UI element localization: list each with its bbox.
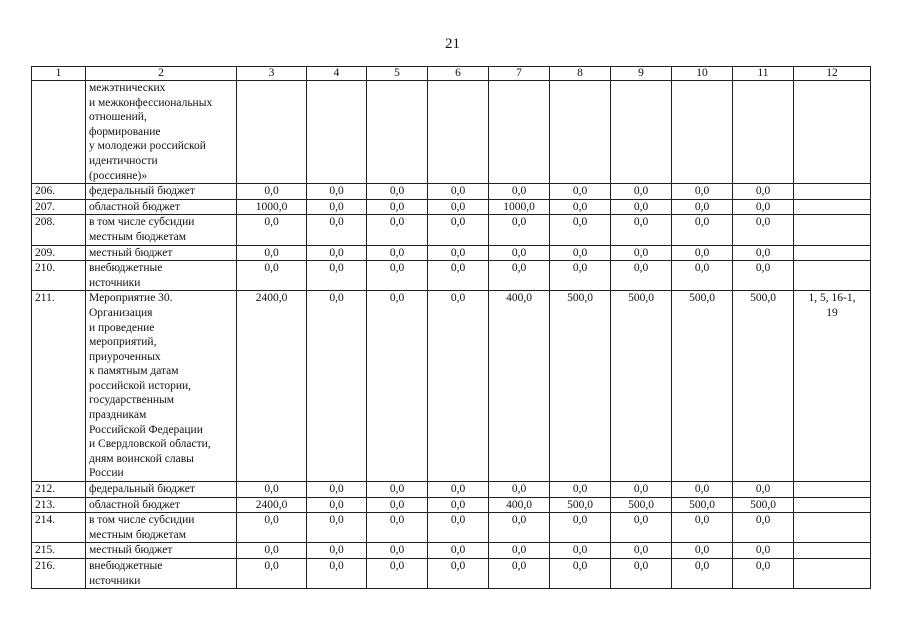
table-row [32, 513, 871, 543]
value-cell: 0,0 [733, 199, 794, 215]
value-cell: 0,0 [489, 215, 550, 245]
value-cell: 0,0 [307, 215, 367, 245]
value-cell: 0,0 [237, 559, 307, 589]
value-cell: 0,0 [428, 184, 489, 200]
column-header-6: 6 [428, 67, 489, 81]
value-cell: 0,0 [672, 245, 733, 261]
column-header-1: 1 [32, 67, 86, 81]
row-number: 210. [32, 261, 86, 291]
row-number: 213. [32, 497, 86, 513]
value-cell: 0,0 [428, 199, 489, 215]
table-row [32, 184, 871, 200]
row-number: 216. [32, 559, 86, 589]
value-cell: 0,0 [428, 559, 489, 589]
page-number: 21 [445, 36, 460, 52]
value-cell: 0,0 [237, 513, 307, 543]
row-number: 207. [32, 199, 86, 215]
value-cell: 0,0 [307, 543, 367, 559]
row-description: внебюджетные источники [86, 559, 237, 589]
budget-table [31, 66, 871, 589]
value-cell: 500,0 [550, 497, 611, 513]
value-cell: 500,0 [672, 291, 733, 482]
value-cell: 0,0 [733, 482, 794, 498]
value-cell: 0,0 [611, 543, 672, 559]
value-cell [611, 81, 672, 184]
value-cell: 0,0 [550, 184, 611, 200]
column-header-11: 11 [733, 67, 794, 81]
row-number: 215. [32, 543, 86, 559]
row-number: 212. [32, 482, 86, 498]
value-cell: 0,0 [307, 245, 367, 261]
value-cell: 0,0 [672, 199, 733, 215]
row-description: внебюджетные источники [86, 261, 237, 291]
target-indicators-cell [794, 199, 871, 215]
value-cell: 0,0 [367, 291, 428, 482]
table-row [32, 559, 871, 589]
table-row [32, 291, 871, 482]
value-cell: 0,0 [611, 215, 672, 245]
row-description: федеральный бюджет [86, 184, 237, 200]
value-cell: 0,0 [489, 559, 550, 589]
value-cell: 0,0 [550, 261, 611, 291]
value-cell: 0,0 [367, 482, 428, 498]
value-cell: 0,0 [367, 184, 428, 200]
value-cell: 500,0 [733, 497, 794, 513]
value-cell: 0,0 [672, 482, 733, 498]
value-cell: 0,0 [611, 245, 672, 261]
value-cell: 0,0 [733, 245, 794, 261]
target-indicators-cell [794, 184, 871, 200]
value-cell: 0,0 [550, 199, 611, 215]
target-indicators-cell [794, 261, 871, 291]
table-row [32, 261, 871, 291]
value-cell: 0,0 [237, 543, 307, 559]
value-cell: 500,0 [733, 291, 794, 482]
target-indicators-cell [794, 215, 871, 245]
value-cell: 0,0 [428, 215, 489, 245]
row-number: 214. [32, 513, 86, 543]
target-indicators-cell [794, 559, 871, 589]
value-cell [237, 81, 307, 184]
value-cell: 0,0 [307, 184, 367, 200]
value-cell: 0,0 [489, 482, 550, 498]
value-cell: 0,0 [672, 513, 733, 543]
table-row [32, 245, 871, 261]
value-cell: 0,0 [489, 261, 550, 291]
row-description: областной бюджет [86, 497, 237, 513]
value-cell: 0,0 [733, 559, 794, 589]
value-cell: 0,0 [367, 513, 428, 543]
value-cell: 0,0 [307, 291, 367, 482]
row-description: в том числе субсидии местным бюджетам [86, 215, 237, 245]
value-cell: 400,0 [489, 497, 550, 513]
value-cell: 0,0 [733, 543, 794, 559]
value-cell: 0,0 [367, 215, 428, 245]
target-indicators-cell [794, 543, 871, 559]
value-cell [550, 81, 611, 184]
value-cell: 0,0 [367, 497, 428, 513]
value-cell: 0,0 [733, 513, 794, 543]
value-cell: 0,0 [307, 482, 367, 498]
value-cell: 0,0 [307, 497, 367, 513]
value-cell: 0,0 [489, 245, 550, 261]
header-row [32, 67, 871, 81]
row-number: 209. [32, 245, 86, 261]
value-cell: 0,0 [611, 261, 672, 291]
value-cell: 0,0 [550, 245, 611, 261]
value-cell: 0,0 [367, 543, 428, 559]
value-cell: 0,0 [672, 261, 733, 291]
value-cell: 0,0 [550, 482, 611, 498]
value-cell: 0,0 [307, 513, 367, 543]
value-cell: 0,0 [550, 559, 611, 589]
column-header-5: 5 [367, 67, 428, 81]
value-cell: 0,0 [307, 261, 367, 291]
value-cell [307, 81, 367, 184]
row-description: в том числе субсидии местным бюджетам [86, 513, 237, 543]
value-cell: 0,0 [428, 261, 489, 291]
row-description: местный бюджет [86, 245, 237, 261]
target-indicators-cell [794, 513, 871, 543]
table-row [32, 81, 871, 184]
table-row [32, 199, 871, 215]
value-cell: 0,0 [367, 245, 428, 261]
value-cell: 0,0 [550, 543, 611, 559]
column-header-12: 12 [794, 67, 871, 81]
value-cell: 400,0 [489, 291, 550, 482]
value-cell: 0,0 [428, 245, 489, 261]
value-cell: 0,0 [367, 199, 428, 215]
column-header-8: 8 [550, 67, 611, 81]
target-indicators-cell: 1, 5, 16-1, 19 [794, 291, 871, 482]
target-indicators-cell [794, 81, 871, 184]
value-cell: 0,0 [672, 184, 733, 200]
value-cell: 0,0 [237, 261, 307, 291]
row-description: областной бюджет [86, 199, 237, 215]
table-row [32, 543, 871, 559]
value-cell [367, 81, 428, 184]
column-header-7: 7 [489, 67, 550, 81]
table-body [32, 81, 871, 589]
row-number: 206. [32, 184, 86, 200]
target-indicators-cell [794, 245, 871, 261]
value-cell: 500,0 [550, 291, 611, 482]
value-cell: 0,0 [367, 261, 428, 291]
value-cell: 2400,0 [237, 291, 307, 482]
target-indicators-cell [794, 497, 871, 513]
value-cell: 0,0 [733, 184, 794, 200]
value-cell: 500,0 [611, 497, 672, 513]
value-cell: 0,0 [672, 215, 733, 245]
value-cell [672, 81, 733, 184]
column-header-4: 4 [307, 67, 367, 81]
target-indicators-cell [794, 482, 871, 498]
value-cell: 1000,0 [237, 199, 307, 215]
value-cell: 0,0 [733, 215, 794, 245]
row-number: 208. [32, 215, 86, 245]
table-row [32, 215, 871, 245]
value-cell: 0,0 [367, 559, 428, 589]
row-description: местный бюджет [86, 543, 237, 559]
column-header-3: 3 [237, 67, 307, 81]
value-cell [489, 81, 550, 184]
value-cell: 0,0 [672, 559, 733, 589]
value-cell: 0,0 [428, 291, 489, 482]
value-cell [428, 81, 489, 184]
value-cell: 0,0 [237, 482, 307, 498]
value-cell: 0,0 [733, 261, 794, 291]
value-cell: 0,0 [489, 543, 550, 559]
value-cell: 0,0 [611, 482, 672, 498]
row-description: федеральный бюджет [86, 482, 237, 498]
value-cell: 500,0 [672, 497, 733, 513]
value-cell: 0,0 [428, 543, 489, 559]
value-cell: 0,0 [428, 513, 489, 543]
value-cell: 0,0 [611, 513, 672, 543]
value-cell: 0,0 [428, 497, 489, 513]
value-cell: 2400,0 [237, 497, 307, 513]
column-header-10: 10 [672, 67, 733, 81]
row-number: 211. [32, 291, 86, 482]
value-cell: 0,0 [428, 482, 489, 498]
row-description: Мероприятие 30. Организация и проведение мероприятий, приуроченных к памятным датам российской истории, государственным праздникам Российской Федерации и Свердловской области, дням воинской славы России [86, 291, 237, 482]
value-cell [733, 81, 794, 184]
value-cell: 0,0 [489, 513, 550, 543]
value-cell: 1000,0 [489, 199, 550, 215]
value-cell: 0,0 [237, 184, 307, 200]
value-cell: 0,0 [611, 184, 672, 200]
value-cell: 0,0 [307, 559, 367, 589]
column-header-9: 9 [611, 67, 672, 81]
value-cell: 0,0 [611, 199, 672, 215]
value-cell: 0,0 [237, 215, 307, 245]
value-cell: 0,0 [611, 559, 672, 589]
value-cell: 0,0 [307, 199, 367, 215]
value-cell: 0,0 [489, 184, 550, 200]
row-description: межэтнических и межконфессиональных отношений, формирование у молодежи российской идентичности (россияне)» [86, 81, 237, 184]
table-row [32, 497, 871, 513]
value-cell: 0,0 [672, 543, 733, 559]
value-cell: 500,0 [611, 291, 672, 482]
value-cell: 0,0 [237, 245, 307, 261]
table-row [32, 482, 871, 498]
value-cell: 0,0 [550, 513, 611, 543]
column-header-2: 2 [86, 67, 237, 81]
row-number [32, 81, 86, 184]
value-cell: 0,0 [550, 215, 611, 245]
